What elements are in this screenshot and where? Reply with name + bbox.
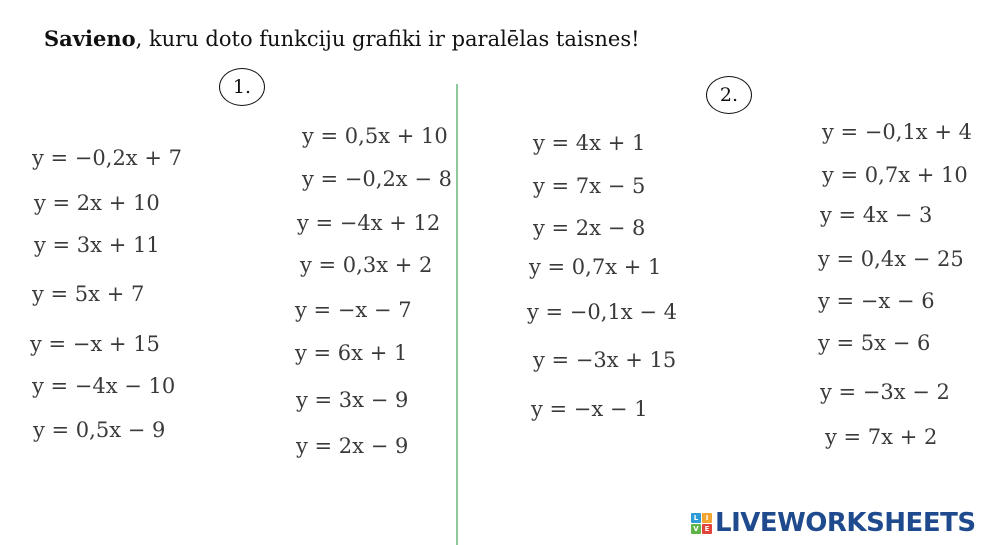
equation-item[interactable]: y = 0,5x + 10 (302, 124, 448, 148)
equation-item[interactable]: y = −3x − 2 (820, 380, 950, 404)
equation-item[interactable]: y = 0,5x − 9 (33, 418, 166, 442)
equation-item[interactable]: y = 7x + 2 (825, 425, 938, 449)
liveworksheets-logo-icon (691, 513, 712, 534)
equation-item[interactable]: y = 2x − 9 (296, 434, 409, 458)
equation-item[interactable]: y = 4x + 1 (533, 131, 646, 155)
task-title (44, 26, 640, 51)
equation-item[interactable]: y = −x − 6 (818, 289, 935, 313)
equation-item[interactable]: y = −4x + 12 (297, 211, 441, 235)
equation-item[interactable]: y = 2x − 8 (533, 216, 646, 240)
equation-item[interactable]: y = −0,2x + 7 (32, 146, 182, 170)
logo-icon-cell: L (691, 513, 701, 523)
task-title-bold: Savieno (44, 26, 136, 51)
equation-item[interactable]: y = 0,4x − 25 (818, 247, 964, 271)
equation-item[interactable]: y = −3x + 15 (533, 348, 677, 372)
section-2-label: 2. (706, 76, 752, 114)
equation-item[interactable]: y = 6x + 1 (295, 341, 408, 365)
equation-item[interactable]: y = 7x − 5 (533, 174, 646, 198)
equation-item[interactable]: y = −x − 7 (295, 298, 412, 322)
equation-item[interactable]: y = −4x − 10 (32, 374, 176, 398)
equation-item[interactable]: y = 5x − 6 (818, 331, 931, 355)
equation-item[interactable]: y = −0,1x + 4 (822, 120, 972, 144)
equation-item[interactable]: y = −x + 15 (30, 332, 160, 356)
section-divider (456, 84, 458, 545)
equation-item[interactable]: y = 2x + 10 (34, 191, 160, 215)
equation-item[interactable]: y = 0,7x + 1 (529, 255, 662, 279)
section-1-label: 1. (219, 68, 265, 106)
liveworksheets-logo (691, 508, 976, 538)
logo-icon-cell: E (702, 524, 712, 534)
equation-item[interactable]: y = 3x + 11 (34, 233, 160, 257)
equation-item[interactable]: y = 0,7x + 10 (822, 163, 968, 187)
equation-item[interactable]: y = 3x − 9 (296, 388, 409, 412)
logo-icon-cell: V (691, 524, 701, 534)
equation-item[interactable]: y = 4x − 3 (820, 203, 933, 227)
equation-item[interactable]: y = 0,3x + 2 (300, 253, 433, 277)
logo-icon-cell: I (702, 513, 712, 523)
equation-item[interactable]: y = −0,1x − 4 (527, 300, 677, 324)
equation-item[interactable]: y = −x − 1 (531, 397, 648, 421)
task-title-rest: , kuru doto funkciju grafiki ir paralēlas taisnes! (135, 27, 640, 51)
equation-item[interactable]: y = 5x + 7 (32, 282, 145, 306)
liveworksheets-logo-text: LIVEWORKSHEETS (715, 508, 976, 538)
equation-item[interactable]: y = −0,2x − 8 (302, 167, 452, 191)
